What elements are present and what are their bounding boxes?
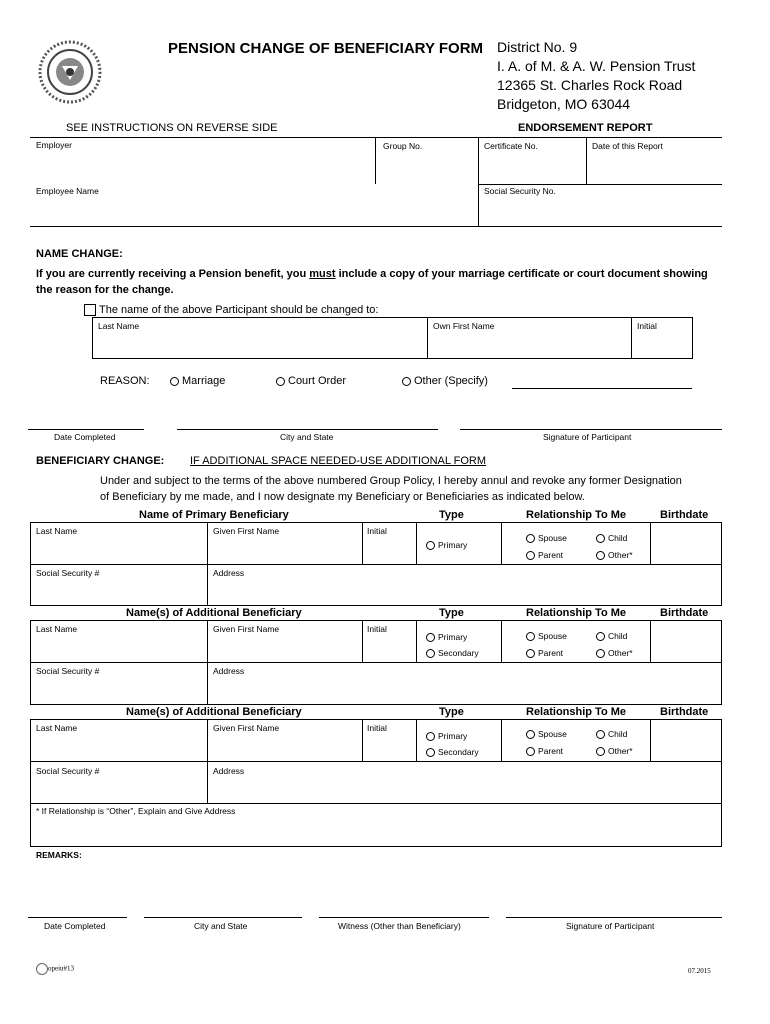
form-title: PENSION CHANGE OF BENEFICIARY FORM xyxy=(168,40,484,57)
radio-icon xyxy=(426,649,435,658)
b1-address-field[interactable]: Address xyxy=(213,568,245,578)
birthdate-heading: Birthdate xyxy=(660,607,709,619)
type-heading: Type xyxy=(439,607,464,619)
name-change-heading: NAME CHANGE: xyxy=(36,248,123,260)
remarks-label: REMARKS: xyxy=(36,850,82,860)
b2-type-secondary-radio[interactable]: Secondary xyxy=(426,648,479,658)
b3-child-radio[interactable]: Child xyxy=(596,729,627,739)
footer-city-caption: City and State xyxy=(194,921,248,931)
relationship-heading: Relationship To Me xyxy=(526,509,627,521)
radio-icon xyxy=(526,730,535,739)
other-relationship-note-field[interactable]: * If Relationship is “Other”, Explain and Give Address xyxy=(36,806,236,816)
birthdate-heading: Birthdate xyxy=(660,706,709,718)
type-heading: Type xyxy=(439,706,464,718)
reason-label: REASON: xyxy=(100,375,150,387)
remarks-area[interactable] xyxy=(30,862,722,912)
b1-first-name-field[interactable]: Given First Name xyxy=(213,526,280,536)
b2-child-radio[interactable]: Child xyxy=(596,631,627,641)
footer-signature-caption: Signature of Participant xyxy=(566,921,655,931)
radio-icon xyxy=(426,541,435,550)
name-change-date-caption: Date Completed xyxy=(54,432,116,442)
b3-ssn-field[interactable]: Social Security # xyxy=(36,766,100,776)
birthdate-heading: Birthdate xyxy=(660,509,709,521)
beneficiary-heading: BENEFICIARY CHANGE: xyxy=(36,455,165,467)
name-change-instructions: If you are currently receiving a Pension benefit, you must include a copy of your marriage certificate or court document showing the reason for the change. xyxy=(36,268,708,296)
radio-icon xyxy=(596,551,605,560)
b1-child-radio[interactable]: Child xyxy=(596,533,627,543)
union-bug-icon xyxy=(36,963,48,975)
footer-witness-caption: Witness (Other than Beneficiary) xyxy=(338,921,461,931)
new-name-box xyxy=(92,317,693,359)
reason-court-radio[interactable]: Court Order xyxy=(276,375,346,387)
date-of-report-field[interactable]: Date of this Report xyxy=(592,141,663,151)
radio-icon xyxy=(526,747,535,756)
certificate-no-field[interactable]: Certificate No. xyxy=(484,141,538,151)
b3-other-radio[interactable]: Other* xyxy=(596,746,633,756)
employee-name-field[interactable]: Employee Name xyxy=(36,186,99,196)
reason-other-line[interactable] xyxy=(512,388,692,389)
b2-initial-field[interactable]: Initial xyxy=(367,624,387,634)
b2-ssn-field[interactable]: Social Security # xyxy=(36,666,100,676)
b2-type-primary-radio[interactable]: Primary xyxy=(426,632,467,642)
b3-parent-radio[interactable]: Parent xyxy=(526,746,563,756)
b3-first-name-field[interactable]: Given First Name xyxy=(213,723,280,733)
opeiu-label: opeiu#13 xyxy=(36,963,74,975)
b3-last-name-field[interactable]: Last Name xyxy=(36,723,78,733)
address-line: District No. 9 xyxy=(497,39,578,55)
beneficiary-paragraph: Under and subject to the terms of the above numbered Group Policy, I hereby annul and revoke any former Designation of Beneficiary by me made, and I now designate my Beneficiary or Beneficiaries as indicated below. xyxy=(100,475,682,503)
b1-last-name-field[interactable]: Last Name xyxy=(36,526,78,536)
b3-initial-field[interactable]: Initial xyxy=(367,723,387,733)
radio-icon xyxy=(596,649,605,658)
primary-beneficiary-heading: Name of Primary Beneficiary xyxy=(139,509,289,521)
new-last-name-field[interactable]: Last Name xyxy=(98,321,140,331)
additional-beneficiary-heading: Name(s) of Additional Beneficiary xyxy=(126,706,302,718)
reason-marriage-radio[interactable]: Marriage xyxy=(170,375,225,387)
union-seal-logo xyxy=(38,40,102,104)
radio-icon xyxy=(170,377,179,386)
b1-parent-radio[interactable]: Parent xyxy=(526,550,563,560)
relationship-heading: Relationship To Me xyxy=(526,706,627,718)
b3-spouse-radio[interactable]: Spouse xyxy=(526,729,567,739)
address-line: I. A. of M. & A. W. Pension Trust xyxy=(497,58,696,74)
name-change-signature-caption: Signature of Participant xyxy=(543,432,632,442)
b1-other-radio[interactable]: Other* xyxy=(596,550,633,560)
new-first-name-field[interactable]: Own First Name xyxy=(433,321,495,331)
radio-icon xyxy=(526,649,535,658)
b3-type-secondary-radio[interactable]: Secondary xyxy=(426,747,479,757)
radio-icon xyxy=(426,633,435,642)
radio-icon xyxy=(596,632,605,641)
radio-icon xyxy=(526,632,535,641)
employer-field[interactable]: Employer xyxy=(36,140,72,150)
address-line: Bridgeton, MO 63044 xyxy=(497,96,631,112)
b3-type-primary-radio[interactable]: Primary xyxy=(426,731,467,741)
name-change-checkbox-label: The name of the above Participant should be changed to: xyxy=(99,304,379,316)
trust-address xyxy=(497,38,695,114)
b2-parent-radio[interactable]: Parent xyxy=(526,648,563,658)
radio-icon xyxy=(426,748,435,757)
relationship-heading: Relationship To Me xyxy=(526,607,627,619)
endorsement-report: ENDORSEMENT REPORT xyxy=(518,122,653,134)
b1-ssn-field[interactable]: Social Security # xyxy=(36,568,100,578)
radio-icon xyxy=(526,551,535,560)
b1-spouse-radio[interactable]: Spouse xyxy=(526,533,567,543)
new-initial-field[interactable]: Initial xyxy=(637,321,657,331)
type-heading: Type xyxy=(439,509,464,521)
b2-address-field[interactable]: Address xyxy=(213,666,245,676)
additional-space-note: IF ADDITIONAL SPACE NEEDED-USE ADDITIONAL FORM xyxy=(190,455,487,467)
radio-icon xyxy=(596,534,605,543)
radio-icon xyxy=(426,732,435,741)
see-instructions: SEE INSTRUCTIONS ON REVERSE SIDE xyxy=(66,122,278,134)
b2-first-name-field[interactable]: Given First Name xyxy=(213,624,280,634)
b2-last-name-field[interactable]: Last Name xyxy=(36,624,78,634)
name-change-checkbox[interactable] xyxy=(84,304,96,316)
radio-icon xyxy=(276,377,285,386)
reason-other-radio[interactable]: Other (Specify) xyxy=(402,375,488,387)
address-line: 12365 St. Charles Rock Road xyxy=(497,77,683,93)
form-version: 07.2015 xyxy=(688,967,711,975)
additional-beneficiary-heading: Name(s) of Additional Beneficiary xyxy=(126,607,302,619)
b2-spouse-radio[interactable]: Spouse xyxy=(526,631,567,641)
radio-icon xyxy=(596,730,605,739)
group-no-field[interactable]: Group No. xyxy=(383,141,423,151)
name-change-city-caption: City and State xyxy=(280,432,334,442)
b2-other-radio[interactable]: Other* xyxy=(596,648,633,658)
b1-type-primary-radio[interactable]: Primary xyxy=(426,540,467,550)
b3-address-field[interactable]: Address xyxy=(213,766,245,776)
footer-date-caption: Date Completed xyxy=(44,921,106,931)
b1-initial-field[interactable]: Initial xyxy=(367,526,387,536)
radio-icon xyxy=(402,377,411,386)
ssn-field[interactable]: Social Security No. xyxy=(484,186,556,196)
radio-icon xyxy=(596,747,605,756)
radio-icon xyxy=(526,534,535,543)
